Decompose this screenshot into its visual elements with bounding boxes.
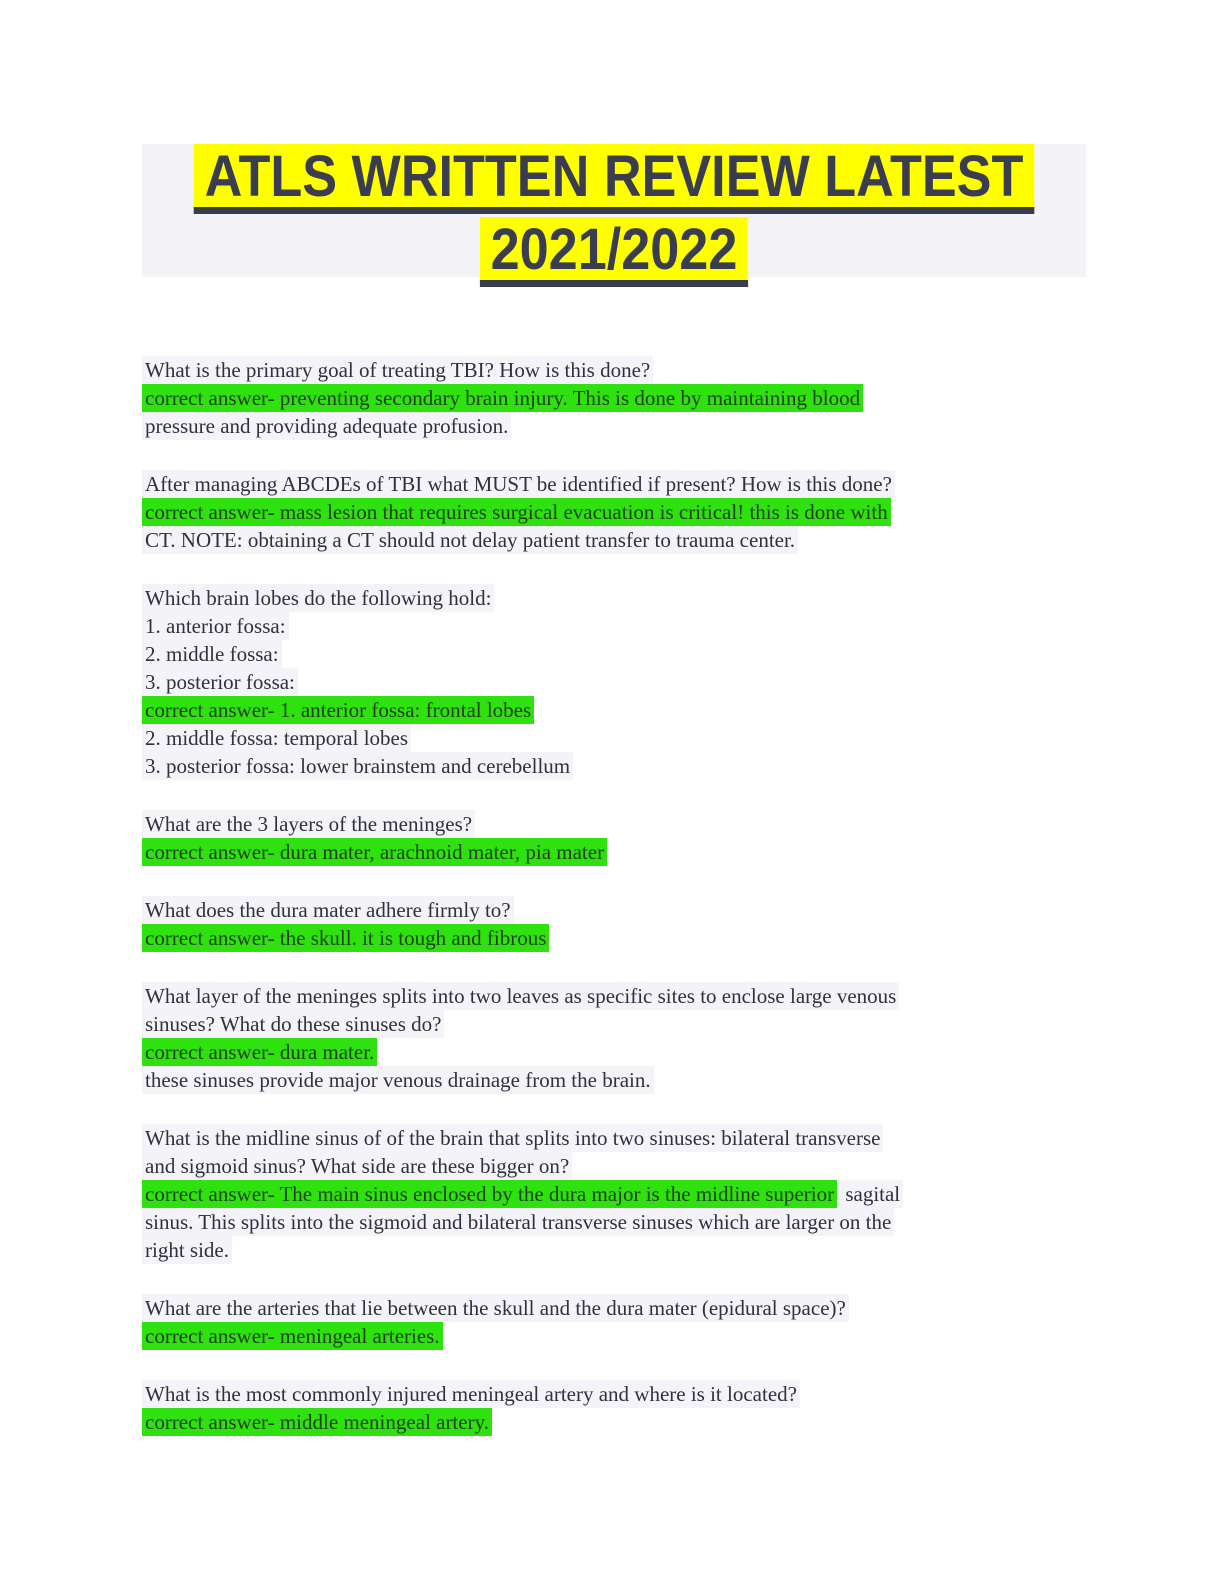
answer-highlight: correct answer- preventing secondary brain injury. This is done by maintaining blood (142, 384, 863, 412)
question-text: What layer of the meninges splits into two leaves as specific sites to enclose large venous (142, 982, 899, 1010)
paragraph (142, 1124, 1102, 1264)
question-text: What is the primary goal of treating TBI? How is this done? (142, 356, 653, 384)
text-line (142, 1124, 1102, 1152)
question-text: 2. middle fossa: temporal lobes (142, 724, 411, 752)
text-line (142, 1322, 1102, 1350)
question-text: What is the most commonly injured meningeal artery and where is it located? (142, 1380, 800, 1408)
text-line (142, 498, 1102, 526)
text-line (142, 982, 1102, 1010)
question-text: pressure and providing adequate profusion. (142, 412, 511, 440)
text-line (142, 1408, 1102, 1436)
text-line (142, 1180, 1102, 1208)
question-text: sagital (837, 1180, 903, 1208)
title-line-1: ATLS WRITTEN REVIEW LATEST (194, 144, 1034, 214)
text-line (142, 1236, 1102, 1264)
question-text: What are the arteries that lie between the skull and the dura mater (epidural space)? (142, 1294, 849, 1322)
question-text: 1. anterior fossa: (142, 612, 289, 640)
text-line (142, 384, 1102, 412)
text-line (142, 668, 1102, 696)
question-text: sinus. This splits into the sigmoid and bilateral transverse sinuses which are larger on the (142, 1208, 894, 1236)
document-title (142, 144, 1086, 282)
answer-highlight: correct answer- dura mater. (142, 1038, 377, 1066)
paragraph (142, 470, 1102, 554)
answer-highlight: correct answer- meningeal arteries. (142, 1322, 443, 1350)
text-line (142, 838, 1102, 866)
paragraph (142, 356, 1102, 440)
text-line (142, 412, 1102, 440)
question-text: Which brain lobes do the following hold: (142, 584, 494, 612)
paragraph (142, 1294, 1102, 1350)
paragraph (142, 982, 1102, 1094)
question-text: these sinuses provide major venous drainage from the brain. (142, 1066, 654, 1094)
question-text: 3. posterior fossa: (142, 668, 298, 696)
question-text: CT. NOTE: obtaining a CT should not delay patient transfer to trauma center. (142, 526, 798, 554)
text-line (142, 724, 1102, 752)
text-line (142, 924, 1102, 952)
text-line (142, 696, 1102, 724)
text-line (142, 1066, 1102, 1094)
paragraph (142, 584, 1102, 780)
text-line (142, 356, 1102, 384)
title-line-1-wrap (189, 144, 1039, 214)
answer-highlight: correct answer- The main sinus enclosed by the dura major is the midline superior (142, 1180, 837, 1208)
text-line (142, 1380, 1102, 1408)
text-line (142, 752, 1102, 780)
text-line (142, 1152, 1102, 1180)
text-line (142, 640, 1102, 668)
text-line (142, 612, 1102, 640)
paragraph (142, 810, 1102, 866)
text-line (142, 1038, 1102, 1066)
text-line (142, 526, 1102, 554)
paragraph (142, 896, 1102, 952)
question-text: 2. middle fossa: (142, 640, 282, 668)
answer-highlight: correct answer- mass lesion that requires surgical evacuation is critical! this is done with (142, 498, 891, 526)
question-text: What is the midline sinus of of the brain that splits into two sinuses: bilateral transverse (142, 1124, 883, 1152)
text-line (142, 1010, 1102, 1038)
question-text: right side. (142, 1236, 232, 1264)
document-body (142, 356, 1102, 1466)
text-line (142, 470, 1102, 498)
text-line (142, 1208, 1102, 1236)
title-line-2-wrap (189, 217, 1039, 287)
paragraph (142, 1380, 1102, 1436)
answer-highlight: correct answer- 1. anterior fossa: frontal lobes (142, 696, 534, 724)
question-text: What are the 3 layers of the meninges? (142, 810, 475, 838)
text-line (142, 584, 1102, 612)
answer-highlight: correct answer- dura mater, arachnoid mater, pia mater (142, 838, 607, 866)
question-text: and sigmoid sinus? What side are these bigger on? (142, 1152, 572, 1180)
question-text: What does the dura mater adhere firmly to? (142, 896, 514, 924)
question-text: sinuses? What do these sinuses do? (142, 1010, 444, 1038)
question-text: 3. posterior fossa: lower brainstem and cerebellum (142, 752, 573, 780)
answer-highlight: correct answer- middle meningeal artery. (142, 1408, 492, 1436)
question-text: After managing ABCDEs of TBI what MUST be identified if present? How is this done? (142, 470, 895, 498)
text-line (142, 1294, 1102, 1322)
text-line (142, 896, 1102, 924)
title-line-2: 2021/2022 (480, 217, 748, 287)
text-line (142, 810, 1102, 838)
answer-highlight: correct answer- the skull. it is tough and fibrous (142, 924, 549, 952)
